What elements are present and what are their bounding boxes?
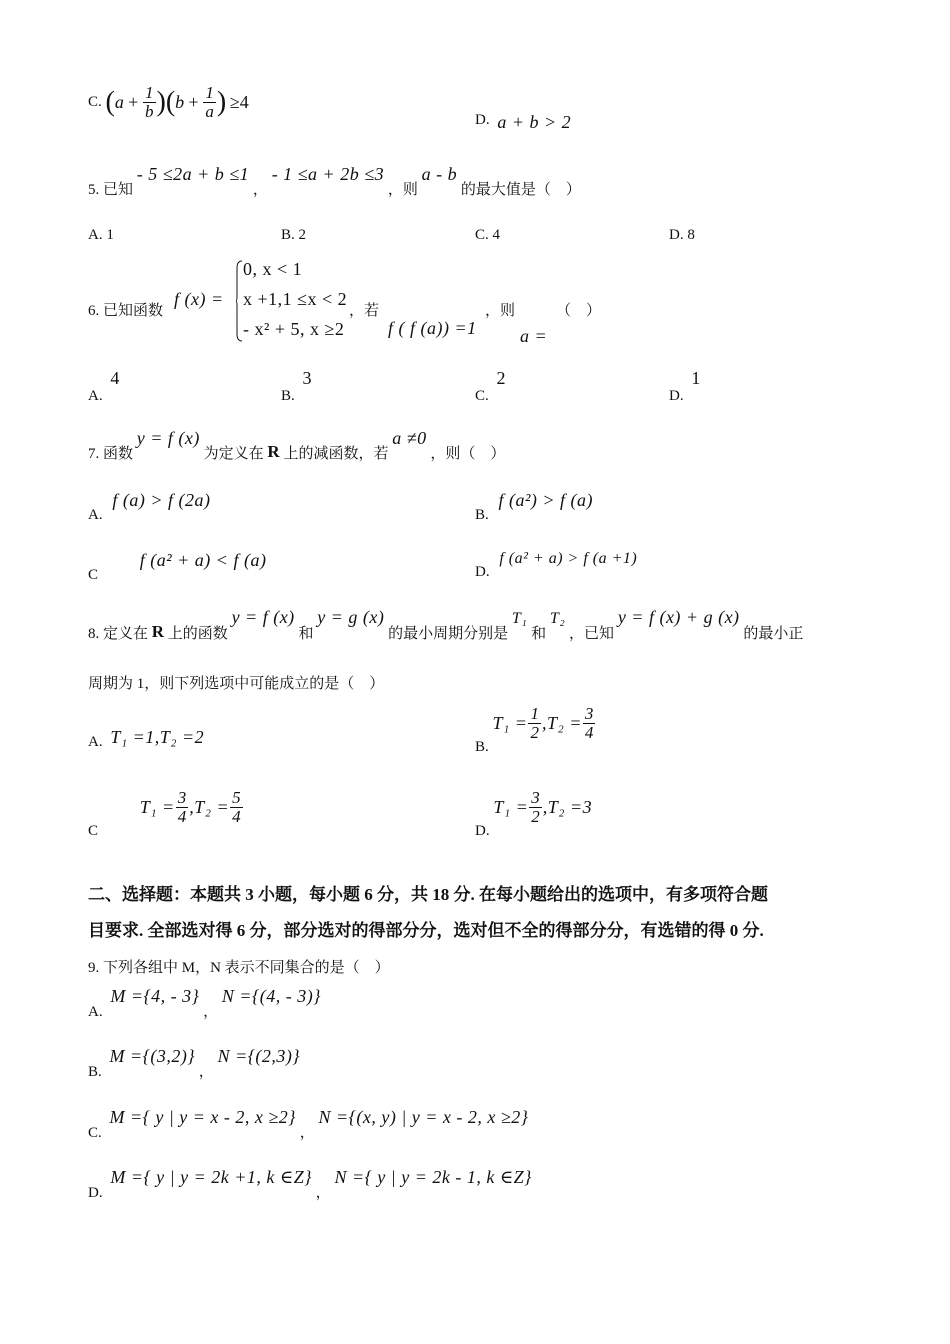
q6-a-eq: a =: [520, 326, 548, 346]
q5-option-a: A. 1: [88, 227, 114, 243]
real-set-R: R: [151, 622, 165, 641]
math-expr: - 1 ≤a + 2b ≤3: [271, 164, 385, 184]
stem-text: 5. 已知: [88, 182, 134, 198]
section-2-heading-line1: 二、选择题：本题共 3 小题，每小题 6 分，共 18 分. 在每小题给出的选项中，有多项符合题: [88, 885, 768, 904]
q9-option-a: A. M ={4, - 3} ， N ={(4, - 3)}: [88, 986, 321, 1020]
q6-case3: - x² + 5, x ≥2: [243, 319, 345, 339]
q6-option-a: A. 4: [88, 368, 120, 404]
q4-option-d: [475, 108, 572, 132]
real-set-R: R: [267, 442, 280, 461]
q8-option-d: D. T₁ = $\frac{3}{2}$ ,T₂ =3: [475, 788, 593, 839]
q6-option-c: C. 2: [475, 368, 506, 404]
q6-fx: f (x) =: [174, 289, 224, 309]
paren: (: [105, 86, 115, 118]
q9-option-b: B. M ={(3,2)} ， N ={(2,3)}: [88, 1046, 301, 1080]
math-expr: a ≠0: [392, 428, 427, 448]
q5-option-b: B. 2: [281, 227, 307, 243]
q5-stem: [88, 164, 581, 198]
option-label: C.: [88, 94, 102, 110]
math-expr: y = f (x): [231, 607, 295, 627]
math-expr: y = g (x): [317, 607, 385, 627]
q8-stem: 8. 定义在 R 上的函数 y = f (x) 和 y = g (x) 的最小周期分别是 T₁ 和 T₂ ，已知 y = f (x) + g (x) 的最小正: [88, 607, 804, 642]
q8-option-b: B. T₁ = $\frac{1}{2}$ ,T₂ = $\frac{3}{4}$: [475, 704, 594, 755]
q6-mid: ，若: [349, 303, 380, 319]
q5-option-c: C. 4: [475, 227, 501, 243]
math-expr: y = f (x) + g (x): [617, 607, 740, 627]
geq-4: ≥4: [229, 92, 249, 112]
piecewise-brace: [236, 260, 242, 342]
math-expr: T₁: [511, 610, 528, 627]
stem-text: 的最大值是（ ）: [460, 182, 581, 198]
plus: +: [128, 92, 139, 112]
q8-option-a: A. T₁ =1,T₂ =2: [88, 727, 205, 750]
q6-then: ，则: [485, 303, 516, 319]
q9-option-c: C. M ={ y | y = x - 2, x ≥2} ， N ={(x, y) | y = x - 2, x ≥2}: [88, 1107, 529, 1141]
math-expr: T₂: [549, 610, 566, 627]
q4-option-c: C. (a + $\frac{1}{b}$ )(b + $\frac{1}{a}$ ) ≥4: [88, 83, 249, 121]
q6-option-d: D. 1: [669, 368, 701, 404]
math-expr: - 5 ≤2a + b ≤1: [136, 164, 250, 184]
section-2-heading-line2: 目要求. 全部选对得 6 分，部分选对的得部分分，选对但不全的得部分分，有选错的得 0 分.: [88, 921, 764, 940]
var-b: b: [175, 92, 185, 112]
stem-text: ，则: [387, 182, 418, 198]
q7-option-a: A. f (a) > f (2a): [88, 490, 211, 523]
q7-option-d: D. f (a² + a) > f (a +1): [475, 550, 638, 580]
q6-prefix: 6. 已知函数: [88, 303, 164, 319]
q7-option-b: B. f (a²) > f (a): [475, 490, 594, 523]
q9-option-d: D. M ={ y | y = 2k +1, k ∈Z} ， N ={ y | y = 2k - 1, k ∈Z}: [88, 1167, 532, 1201]
q8-stem-line2: 周期为 1，则下列选项中可能成立的是（ ）: [88, 676, 385, 692]
var-a: a: [114, 92, 125, 112]
q6-cond: f ( f (a)) =1: [388, 318, 477, 338]
math-expr: y = f (x): [136, 428, 200, 448]
math-expr: a + b > 2: [497, 112, 572, 132]
option-label: D.: [475, 112, 490, 128]
plus: +: [188, 92, 199, 112]
fraction: $\frac{1}{a}$: [205, 83, 214, 121]
q8-option-c: C T₁ = $\frac{3}{4}$ ,T₂ = $\frac{5}{4}$: [88, 788, 241, 839]
q9-stem: 9. 下列各组中 M，N 表示不同集合的是（ ）: [88, 960, 390, 976]
q7-option-c: C f (a² + a) < f (a): [88, 550, 267, 583]
q6-option-b: B. 3: [281, 368, 312, 404]
q6-case2: x +1,1 ≤x < 2: [243, 289, 348, 309]
stem-text: ，: [252, 182, 268, 198]
q6-paren: （ ）: [556, 303, 602, 319]
math-expr: a - b: [421, 164, 458, 184]
q5-option-d: D. 8: [669, 227, 695, 243]
fraction: $\frac{1}{b}$: [145, 83, 154, 121]
q6-case1: 0, x < 1: [243, 259, 303, 279]
q7-stem: 7. 函数 y = f (x) 为定义在 R 上的减函数，若 a ≠0 ，则（ ）: [88, 428, 506, 462]
